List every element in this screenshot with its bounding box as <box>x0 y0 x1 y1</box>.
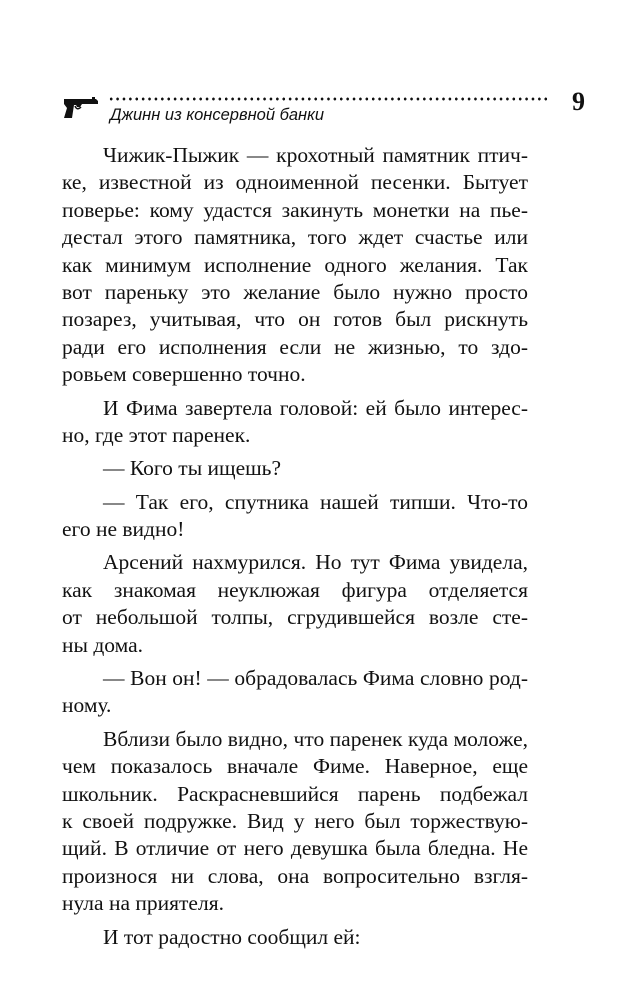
text-line: ному. <box>62 693 112 718</box>
paragraph <box>103 924 528 951</box>
text-line: его не видно! <box>62 517 185 542</box>
text-line: к своей подружке. Вид у него был торжествую- <box>62 808 528 833</box>
text-line: но, где этот паренек. <box>62 422 251 447</box>
text-line: И тот радостно сообщил ей: <box>103 924 361 949</box>
text-line: ровьем совершенно точно. <box>62 362 306 387</box>
paragraph <box>62 395 528 450</box>
text-line: нула на приятеля. <box>62 891 224 916</box>
paragraph <box>103 455 528 482</box>
body-text <box>62 142 528 951</box>
paragraph <box>62 726 528 918</box>
running-title: Джинн из консервной банки <box>110 106 325 124</box>
text-line: — Вон он! — обрадовалась Фима словно род- <box>103 666 528 691</box>
text-line: чем показалось вначале Фиме. Наверное, еще <box>62 754 528 779</box>
text-line: Чижик-Пыжик — крохотный памятник птич- <box>103 143 528 167</box>
text-line: позарез, учитывая, что он готов был рискнуть <box>62 307 528 332</box>
text-line: — Так его, спутника нашей типши. Что-то <box>103 489 528 514</box>
revolver-icon <box>62 96 100 120</box>
text-line: ради его исполнения если не жизнью, то здо- <box>62 334 528 359</box>
page-header <box>62 87 585 128</box>
text-line: щий. В отличие от него девушка была бледна. Не <box>62 836 528 861</box>
text-line: от небольшой толпы, сгрудившейся возле сте- <box>62 605 528 630</box>
text-line: ке, известной из одноименной песенки. Бытует <box>62 170 528 195</box>
page-number: 9 <box>572 87 585 116</box>
paragraph <box>62 142 528 389</box>
text-line: Вблизи было видно, что паренек куда моложе, <box>103 726 528 751</box>
text-line: Арсений нахмурился. Но тут Фима увидела, <box>103 550 528 575</box>
text-line: как знакомая неуклюжая фигура отделяется <box>62 577 528 602</box>
paragraph <box>62 665 528 720</box>
header-dotted-rule <box>108 97 548 101</box>
text-line: школьник. Раскрасневшийся парень подбежал <box>62 781 528 806</box>
paragraph <box>62 549 528 659</box>
text-line: дестал этого памятника, того ждет счастье или <box>62 225 528 250</box>
text-line: — Кого ты ищешь? <box>103 456 282 481</box>
text-line: произнося ни слова, она вопросительно взгля- <box>62 863 528 888</box>
paragraph <box>62 489 528 544</box>
text-line: вот пареньку это желание было нужно просто <box>62 279 528 304</box>
text-line: как минимум исполнение одного желания. Так <box>62 252 528 277</box>
text-line: И Фима завертела головой: ей было интерес- <box>103 395 528 420</box>
text-line: ны дома. <box>62 632 143 657</box>
text-line: поверье: кому удастся закинуть монетки на пье- <box>62 197 528 222</box>
